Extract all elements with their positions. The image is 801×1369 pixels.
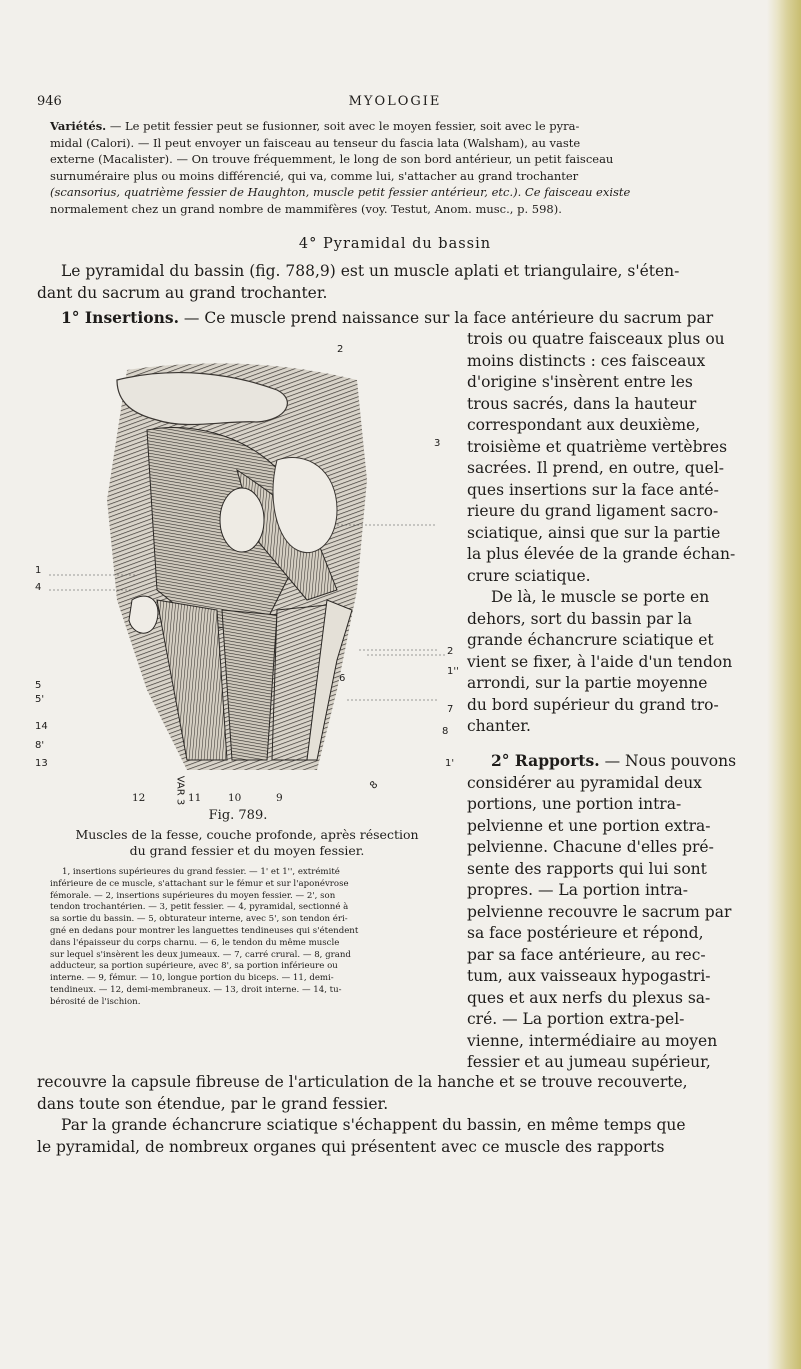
intro-paragraph bbox=[37, 261, 767, 304]
legend-line: gné en dedans pour montrer les languettes tendineuses qui s'étendent bbox=[50, 925, 359, 936]
rapports-line: cré. — La portion extra-pel- bbox=[467, 1010, 685, 1028]
fig-label: 9 bbox=[276, 792, 283, 804]
rapports-line: Par la grande échancrure sciatique s'échappent du bassin, en même temps que bbox=[61, 1116, 686, 1134]
insertions-line: crure sciatique. bbox=[467, 566, 591, 585]
legend-line: bérosité de l'ischion. bbox=[50, 996, 141, 1007]
insertions-line: trous sacrés, dans la hauteur bbox=[467, 394, 697, 413]
legend-line: inférieure de ce muscle, s'attachant sur le fémur et sur l'aponévrose bbox=[50, 878, 349, 889]
fig-label: 8' bbox=[35, 740, 45, 751]
varietes-label: Variétés. bbox=[50, 119, 107, 133]
rapports-line: propres. — La portion intra- bbox=[467, 881, 689, 899]
fig-label: 5' bbox=[35, 694, 45, 705]
rapports-label: 2° Rapports. bbox=[491, 751, 600, 770]
fig-label: 1' bbox=[445, 758, 455, 769]
fig-label: 14 bbox=[35, 721, 48, 732]
gluteal-muscles-illustration bbox=[37, 360, 457, 790]
rapports-line: pelvienne et une portion extra- bbox=[467, 816, 711, 835]
page-edge-shadow bbox=[767, 0, 801, 1369]
fig-label: 11 bbox=[188, 792, 202, 804]
rapports-line: considérer au pyramidal deux bbox=[467, 773, 702, 792]
running-title: MYOLOGIE bbox=[348, 94, 442, 109]
rapports-line: sente des rapports qui lui sont bbox=[467, 859, 707, 878]
fig-label: 13 bbox=[35, 758, 48, 769]
caption-line: du grand fessier et du moyen fessier. bbox=[129, 843, 365, 858]
page-number: 946 bbox=[37, 94, 62, 109]
fig-label: 8 bbox=[442, 726, 449, 737]
insertions-line: troisième et quatrième vertèbres bbox=[467, 437, 728, 456]
fig-label: 1'' bbox=[447, 666, 459, 677]
rapports-line: ques et aux nerfs du plexus sa- bbox=[467, 988, 711, 1007]
rapports-line: recouvre la capsule fibreuse de l'articulation de la hanche et se trouve recouverte, bbox=[37, 1073, 688, 1091]
insertions-line: chanter. bbox=[467, 717, 531, 735]
varietes-paragraph bbox=[50, 118, 765, 217]
fig-label: 10 bbox=[228, 792, 242, 804]
rapports-line: portions, une portion intra- bbox=[467, 795, 682, 813]
rapports-line: dans toute son étendue, par le grand fessier. bbox=[37, 1094, 389, 1113]
insertions-first-line bbox=[37, 307, 767, 330]
intro-line: dant du sacrum au grand trochanter. bbox=[37, 283, 328, 302]
insertions-line: sacrées. Il prend, en outre, quel- bbox=[467, 459, 725, 477]
insertions-line: arrondi, sur la partie moyenne bbox=[467, 674, 708, 692]
figure-legend bbox=[50, 867, 460, 1009]
legend-line: adducteur, sa portion supérieure, avec 8', sa portion inférieure ou bbox=[50, 961, 338, 972]
figure-number: Fig. 789. bbox=[208, 808, 268, 823]
insertions-line: la plus élevée de la grande échan- bbox=[467, 545, 736, 563]
fig-label: VAR 3 bbox=[174, 775, 186, 806]
insertions-line: rieure du grand ligament sacro- bbox=[467, 502, 719, 520]
rapports-line: pelvienne recouvre le sacrum par bbox=[467, 902, 732, 921]
rapports-line: tum, aux vaisseaux hypogastri- bbox=[467, 967, 711, 985]
intro-line: Le pyramidal du bassin (fig. 788,9) est un muscle aplati et triangulaire, s'éten- bbox=[61, 262, 680, 280]
varietes-line: midal (Calori). — Il peut envoyer un faisceau au tenseur du fascia lata (Walsham), au vaste bbox=[50, 135, 581, 150]
rapports-column bbox=[467, 750, 767, 1074]
varietes-line: normalement chez un grand nombre de mammifères (voy. Testut, Anom. musc., p. 598). bbox=[50, 201, 562, 216]
insertions-line: De là, le muscle se porte en bbox=[491, 588, 710, 606]
fig-label: 2 bbox=[337, 344, 344, 355]
insertions-column bbox=[467, 329, 767, 738]
insertions-line: correspondant aux deuxième, bbox=[467, 416, 701, 434]
fig-label: 4 bbox=[35, 582, 42, 593]
fig-label: 7 bbox=[447, 704, 454, 715]
legend-line: dans l'épaisseur du corps charnu. — 6, le tendon du même muscle bbox=[50, 937, 340, 948]
fig-label: 6 bbox=[339, 673, 346, 684]
insertions-line: dehors, sort du bassin par la bbox=[467, 609, 692, 628]
legend-line: tendineux. — 12, demi-membraneux. — 13, droit interne. — 14, tu- bbox=[50, 984, 342, 995]
insertions-line: grande échancrure sciatique et bbox=[467, 631, 714, 649]
rapports-line: pelvienne. Chacune d'elles pré- bbox=[467, 838, 714, 856]
figure-caption bbox=[37, 827, 457, 859]
varietes-line: externe (Macalister). — On trouve fréquemment, le long de son bord antérieur, un petit faisceau bbox=[50, 152, 614, 166]
rapports-line: le pyramidal, de nombreux organes qui présentent avec ce muscle des rapports bbox=[37, 1137, 665, 1156]
legend-line: fémorale. — 2, insertions supérieures du moyen fessier. — 2', son bbox=[50, 890, 336, 901]
legend-line: sur lequel s'insèrent les deux jumeaux. — 7, carré crural. — 8, grand bbox=[50, 949, 351, 960]
rapports-full-lines bbox=[37, 1072, 767, 1158]
insertions-line: d'origine s'insèrent entre les bbox=[467, 373, 693, 391]
fig-label: 3 bbox=[434, 438, 441, 449]
fig-label: 12 bbox=[132, 792, 146, 804]
insertions-line: ques insertions sur la face anté- bbox=[467, 480, 719, 499]
section-heading: 4° Pyramidal du bassin bbox=[298, 236, 492, 252]
insertions-line: vient se fixer, à l'aide d'un tendon bbox=[467, 652, 733, 671]
insertions-line: — Ce muscle prend naissance sur la face antérieure du sacrum par bbox=[178, 309, 714, 327]
insertions-line: trois ou quatre faisceaux plus ou bbox=[467, 330, 725, 348]
legend-line: interne. — 9, fémur. — 10, longue portion du biceps. — 11, demi- bbox=[50, 973, 334, 984]
varietes-line: (scansorius, quatrième fessier de Haughton, muscle petit fessier antérieur, etc.). Ce faisceau existe bbox=[50, 185, 631, 199]
fig-label: 5 bbox=[35, 680, 42, 691]
fig-label: 8 bbox=[368, 779, 381, 792]
legend-line: sa sortie du bassin. — 5, obturateur interne, avec 5', son tendon éri- bbox=[50, 914, 348, 925]
rapports-line: par sa face antérieure, au rec- bbox=[467, 945, 706, 964]
insertions-line: moins distincts : ces faisceaux bbox=[467, 351, 706, 370]
fig-label: 2 bbox=[447, 646, 454, 657]
insertions-line: du bord supérieur du grand tro- bbox=[467, 695, 719, 714]
rapports-line: sa face postérieure et répond, bbox=[467, 924, 704, 942]
fig-label: 1 bbox=[35, 565, 42, 576]
rapports-line: vienne, intermédiaire au moyen bbox=[467, 1031, 718, 1050]
legend-line: 1, insertions supérieures du grand fessier. — 1' et 1'', extrémité bbox=[62, 867, 340, 877]
rapports-line: — Nous pouvons bbox=[599, 752, 737, 770]
varietes-line: — Le petit fessier peut se fusionner, soit avec le moyen fessier, soit avec le pyra- bbox=[106, 119, 580, 133]
insertions-line: sciatique, ainsi que sur la partie bbox=[467, 523, 721, 542]
varietes-line: surnuméraire plus ou moins différencié, qui va, comme lui, s'attacher au grand trochanter bbox=[50, 168, 579, 183]
caption-line: Muscles de la fesse, couche profonde, après résection bbox=[75, 827, 419, 842]
rapports-line: fessier et au jumeau supérieur, bbox=[467, 1053, 711, 1071]
insertions-label: 1° Insertions. bbox=[61, 308, 179, 327]
legend-line: tendon trochantérien. — 3, petit fessier. — 4, pyramidal, sectionné à bbox=[50, 902, 349, 913]
